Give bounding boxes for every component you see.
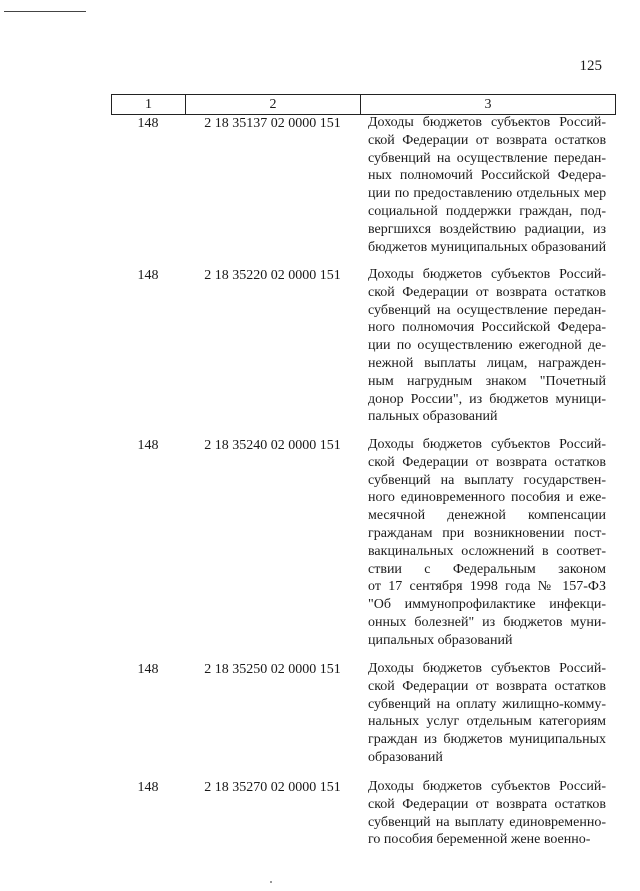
description-line: нальных услуг отдельным категориям [368, 714, 606, 730]
description-line: ствии с Федеральным законом [368, 561, 606, 577]
description-line: субвенций на осуществление передан- [368, 302, 606, 318]
table-row [111, 114, 616, 256]
description-line: ции по предоставлению отдельных мер [368, 186, 607, 202]
admin-code-cell: 148 [137, 438, 159, 453]
budget-code-cell: 2 18 35137 02 0000 151 [204, 116, 341, 131]
admin-code-cell: 148 [137, 662, 159, 677]
description-line: онных болезней" из бюджетов муни- [368, 614, 606, 630]
description-line: ской Федерации от возврата остатков [368, 132, 607, 148]
description-line: вакцинальных осложнений в соответ- [368, 543, 606, 559]
description-line: ным нагрудным знаком "Почетный [368, 373, 606, 389]
description-line: ного полномочия Российской Федера- [368, 320, 606, 336]
admin-code-cell: 148 [137, 268, 159, 283]
description-cell [360, 436, 616, 650]
description-line: Доходы бюджетов субъектов Россий- [368, 267, 606, 282]
description-line: "Об иммунопрофилактике инфекци- [368, 597, 606, 613]
description-line: социальной поддержки граждан, под- [368, 203, 607, 219]
column-header-3: 3 [360, 95, 616, 114]
description-line: бюджетов муниципальных образований [368, 239, 607, 255]
description-line: ской Федерации от возврата остатков [368, 454, 606, 470]
description-line: донор России", из бюджетов муници- [368, 391, 606, 407]
budget-codes-table [111, 94, 616, 848]
column-header-2: 2 [185, 95, 360, 114]
admin-code-cell: 148 [137, 116, 159, 131]
description-line: ской Федерации от возврата остатков [368, 796, 606, 812]
description-cell [360, 266, 616, 426]
scan-artifact-line [4, 11, 86, 12]
description-line: Доходы бюджетов субъектов Россий- [368, 437, 606, 452]
description-line: субвенций на оплату жилищно-комму- [368, 696, 606, 712]
description-line: ской Федерации от возврата остатков [368, 284, 606, 300]
description-line: Доходы бюджетов субъектов Россий- [368, 661, 606, 676]
admin-code-cell: 148 [137, 780, 159, 795]
description-line: ципальных образований [368, 632, 513, 648]
description-line: пальных образований [368, 409, 498, 425]
column-header-1: 1 [111, 95, 185, 114]
description-line: месячной денежной компенсации [368, 508, 606, 524]
description-cell [360, 114, 616, 256]
table-row [111, 660, 616, 767]
description-line: субвенций на осуществление передан- [368, 150, 607, 166]
description-line: образований [368, 749, 443, 765]
table-row [111, 436, 616, 650]
budget-code-cell: 2 18 35250 02 0000 151 [204, 662, 341, 677]
description-cell [360, 660, 616, 767]
description-cell [360, 778, 616, 849]
table-row [111, 778, 616, 849]
description-line: вергшихся воздействию радиации, из [368, 221, 607, 237]
budget-code-cell: 2 18 35220 02 0000 151 [204, 268, 341, 283]
budget-code-cell: 2 18 35270 02 0000 151 [204, 780, 341, 795]
description-line: субвенций на выплату государствен- [368, 472, 606, 488]
page-number: 125 [579, 58, 602, 74]
description-line: гражданам при возникновении пост- [368, 525, 606, 541]
description-line: ции по осуществлению ежегодной де- [368, 338, 606, 354]
description-line: ного единовременного пособия и еже- [368, 490, 606, 506]
description-line: граждан из бюджетов муниципальных [368, 732, 606, 748]
description-line: го пособия беременной жене военно- [368, 832, 591, 848]
description-line: Доходы бюджетов субъектов Россий- [368, 115, 607, 130]
description-line: ской Федерации от возврата остатков [368, 678, 606, 694]
description-line: Доходы бюджетов субъектов Россий- [368, 779, 606, 794]
description-line: субвенций на выплату единовременно- [368, 814, 606, 830]
description-line: от 17 сентября 1998 года № 157-ФЗ [368, 579, 606, 595]
scan-artifact-dot [270, 881, 272, 883]
budget-code-cell: 2 18 35240 02 0000 151 [204, 438, 341, 453]
table-header-row [111, 94, 616, 115]
table-row [111, 266, 616, 426]
description-line: нежной выплаты лицам, награжден- [368, 355, 606, 371]
description-line: ных полномочий Российской Федера- [368, 168, 607, 184]
